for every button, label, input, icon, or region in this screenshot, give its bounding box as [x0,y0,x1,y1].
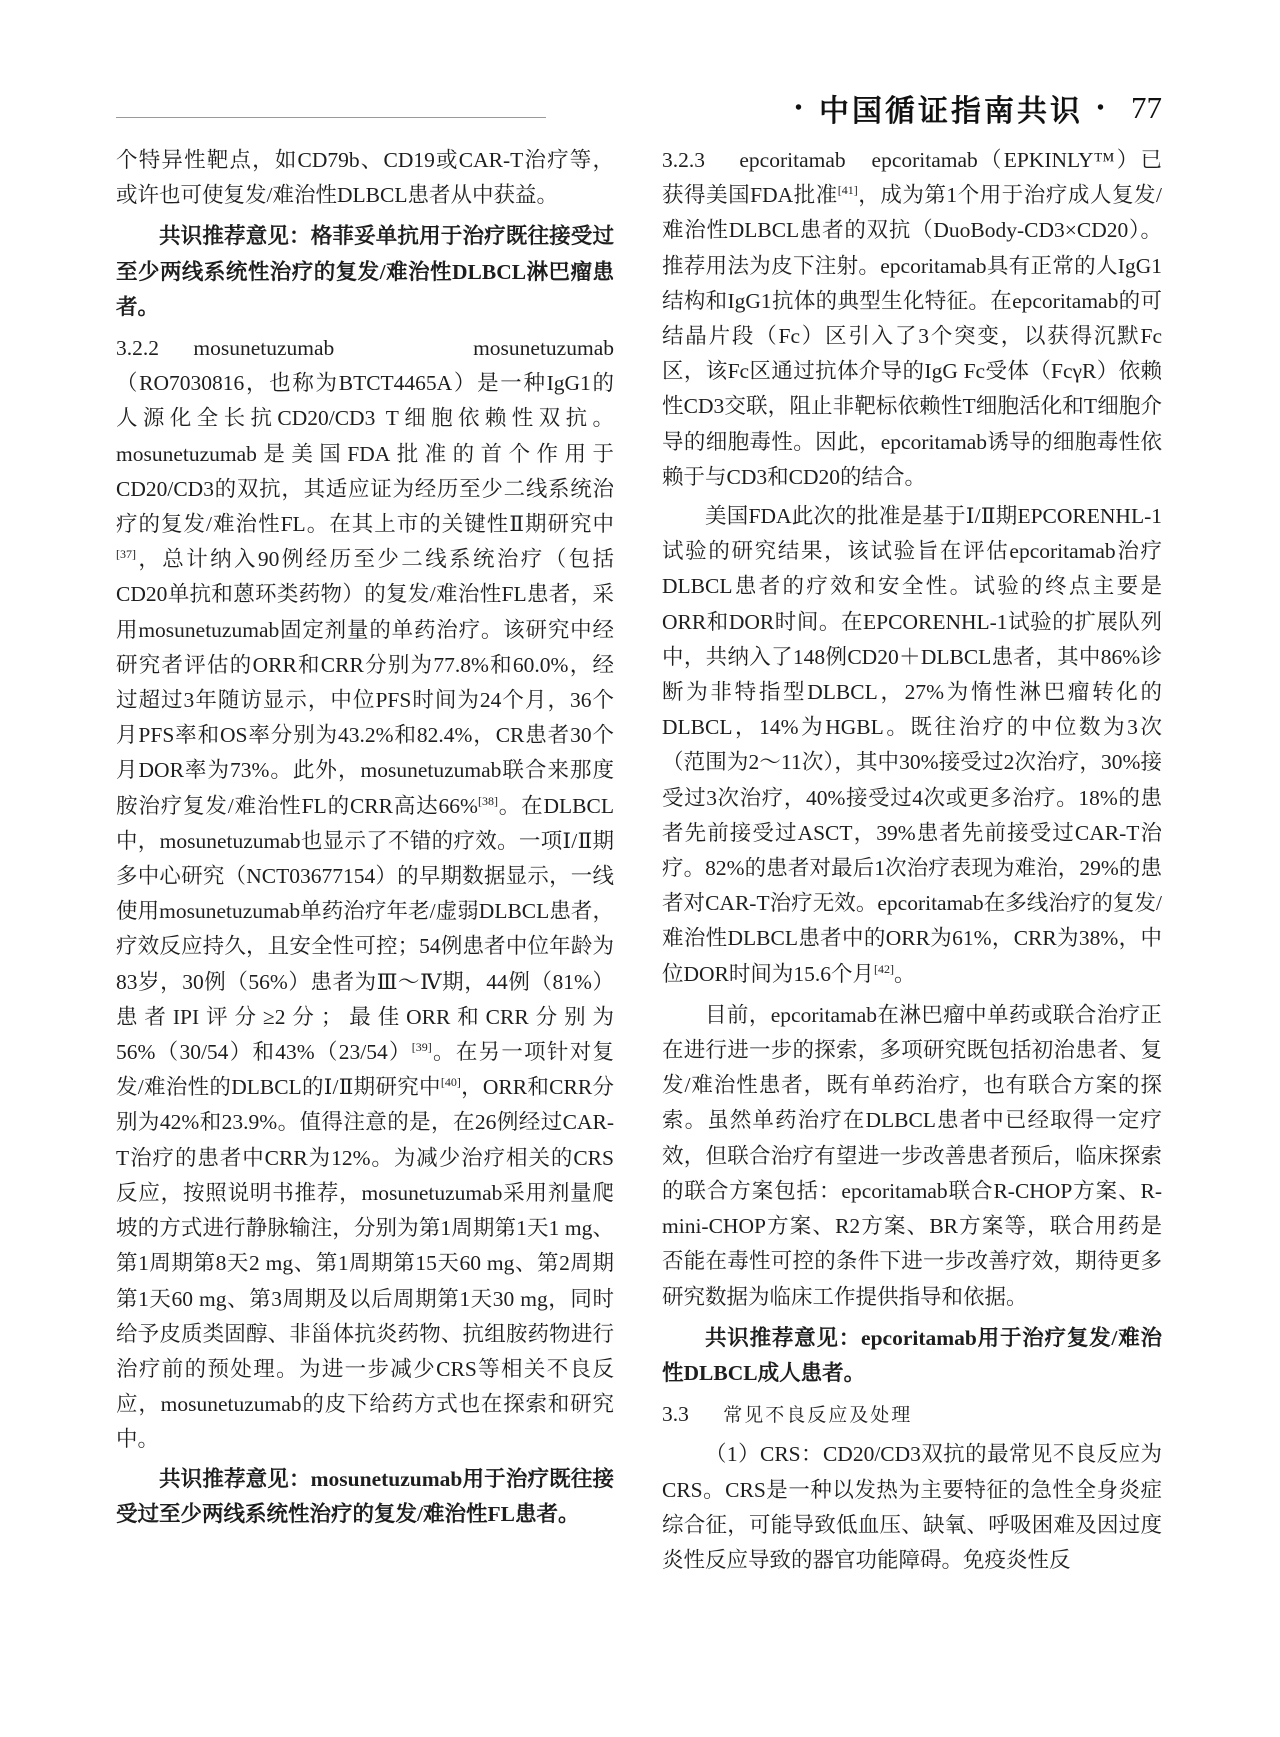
header-rule [116,117,546,118]
text-run: 用于治疗既往接受过至少两线系统性治疗的复发/难治性 [116,1466,614,1526]
body-paragraph [662,998,1162,1315]
section-heading [662,1397,1162,1433]
consensus-recommendation [116,219,614,325]
paragraph-continuation [116,143,614,213]
text-run: 共识推荐意见：格菲妥单抗用于治疗既往接受过至少两线系统性治疗的复发/难治性 [116,224,614,284]
text-run: 共识推荐意见： [159,1466,311,1491]
section-number: 3.3 [662,1402,689,1427]
text-run: mosunetuzumab mosunetuzumab（RO7030816，也称为BTCT4465A）是一种IgG1的人源化全长抗CD20/CD3 T细胞依赖性双抗。mosunetuzumab是美国FDA批准的首个作用于CD20/CD3的双抗，其适应证为经历至少二线系统治疗的复发/难治性FL。在其上市的关键性Ⅱ期研究中 [116,336,614,537]
citation-ref: [39] [411,1039,432,1054]
citation-ref: [38] [477,793,498,808]
text-run: FL [487,1501,515,1526]
body-paragraph [662,1437,1162,1578]
text-run: epcoritamab epcoritamab（EPKINLY™）已获得美国FDA批准 [662,148,1162,208]
text-run: 用于治疗复发/难治性 [662,1325,1162,1385]
text-run: 个特异性靶点，如CD79b、CD19或CAR-T治疗等，或许也可使复发/难治性DLBCL患者从中获益。 [116,148,614,208]
page-number: 77 [1131,90,1162,125]
text-run: 淋巴瘤患者。 [116,259,614,319]
section-number: 3.2.2 [116,336,159,361]
text-run: 目前，epcoritamab在淋巴瘤中单药或联合治疗正在进行进一步的探索，多项研究既包括初治患者、复发/难治性患者，既有单药治疗，也有联合方案的探索。虽然单药治疗在DLBCL患者中已经取得一定疗效，但联合治疗有望进一步改善患者预后，临床探索的联合方案包括：epcoritamab联合R-CHOP方案、R-mini-CHOP方案、R2方案、BR方案等，联合用药是否能在毒性可控的条件下进一步改善疗效，期待更多研究数据为临床工作提供指导和依据。 [662,1002,1162,1309]
text-run: 。在另一项针对复发/难治性的DLBCL的Ⅰ/Ⅱ期研究中 [116,1040,614,1100]
text-run: 成人患者。 [757,1360,866,1385]
text-run: 患者。 [514,1501,580,1526]
citation-ref: [40] [440,1075,461,1090]
text-run: （1）CRS：CD20/CD3双抗的最常见不良反应为CRS。CRS是一种以发热为主要特征的急性全身炎症综合征，可能导致低血压、缺氧、呼吸困难及因过度炎性反应导致的器官功能障碍。免疫炎性反 [662,1442,1162,1572]
text-run: ，成为第1个用于治疗成人复发/难治性DLBCL患者的双抗（DuoBody-CD3×CD20）。推荐用法为皮下注射。epcoritamab具有正常的人IgG1结构和IgG1抗体的典型生化特征。在epcoritamab的可结晶片段（Fc）区引入了3个突变，以获得沉默Fc区，该Fc区通过抗体介导的IgG Fc受体（FcγR）依赖性CD3交联，阻止非靶标依赖性T细胞活化和T细胞介导的细胞毒性。因此，epcoritamab诱导的细胞毒性依赖于与CD3和CD20的结合。 [662,183,1162,489]
text-run: 。在DLBCL中，mosunetuzumab也显示了不错的疗效。一项Ⅰ/Ⅱ期多中心研究（NCT03677154）的早期数据显示，一线使用mosunetuzumab单药治疗年老/虚弱DLBCL患者，疗效反应持久，且安全性可控；54例患者中位年龄为83岁，30例（56%）患者为Ⅲ～Ⅳ期，44例（81%）患者IPI评分≥2分；最佳ORR和CRR分别为56%（30/54）和43%（23/54） [116,793,614,1065]
text-run: DLBCL [452,259,527,284]
left-column [116,143,614,1538]
text-run: 。 [894,961,916,986]
citation-ref: [41] [837,183,858,198]
bullet-left: • [794,96,805,119]
text-run: DLBCL [683,1360,758,1385]
running-head [795,86,1162,130]
section-number: 3.2.3 [662,148,705,172]
citation-ref: [37] [116,547,136,562]
text-run: 美国FDA此次的批准是基于Ⅰ/Ⅱ期EPCORENHL-1试验的研究结果，该试验旨在评估epcoritamab治疗DLBCL患者的疗效和安全性。试验的终点主要是ORR和DOR时间。在EPCORENHL-1试验的扩展队列中，共纳入了148例CD20＋DLBCL患者，其中86%诊断为非特指型DLBCL，27%为惰性淋巴瘤转化的DLBCL，14%为HGBL。既往治疗的中位数为3次（范围为2～11次），其中30%接受过2次治疗，30%接受过3次治疗，40%接受过4次或更多治疗。18%的患者先前接受过ASCT，39%患者先前接受过CAR-T治疗。82%的患者对最后1次治疗表现为难治，29%的患者对CAR-T治疗无效。epcoritamab在多线治疗的复发/难治性DLBCL患者中的ORR为61%，CRR为38%，中位DOR时间为15.6个月 [662,504,1162,986]
consensus-recommendation [662,1321,1162,1391]
subsection-paragraph [116,331,614,1458]
text-run: mosunetuzumab [310,1466,463,1491]
section-title: 常见不良反应及处理 [723,1404,913,1427]
citation-ref: [42] [874,961,895,976]
consensus-recommendation [116,1462,614,1532]
right-column [662,143,1162,1584]
journal-section-title: 中国循证指南共识 [818,95,1083,128]
bullet-right: • [1096,96,1107,119]
subsection-paragraph [662,143,1162,495]
text-run: ，ORR和CRR分别为42%和23.9%。值得注意的是，在26例经过CAR-T治疗的患者中CRR为12%。为减少治疗相关的CRS反应，按照说明书推荐，mosunetuzumab采用剂量爬坡的方式进行静脉输注，分别为第1周期第1天1 mg、第1周期第8天2 mg、第1周期第15天60 mg、第2周期第1天60 mg、第3周期及以后周期第1天30 mg，同时给予皮质类固醇、非甾体抗炎药物、抗组胺药物进行治疗前的预处理。为进一步减少CRS等相关不良反应，mosunetuzumab的皮下给药方式也在探索和研究中。 [116,1075,614,1452]
text-run: epcoritamab [861,1325,977,1350]
body-paragraph [662,499,1162,992]
text-run: 共识推荐意见： [705,1325,862,1350]
text-run: ，总计纳入90例经历至少二线系统治疗（包括CD20单抗和蒽环类药物）的复发/难治性FL患者，采用mosunetuzumab固定剂量的单药治疗。该研究中经研究者评估的ORR和CRR分别为77.8%和60.0%，经过超过3年随访显示，中位PFS时间为24个月，36个月PFS率和OS率分别为43.2%和82.4%，CR患者30个月DOR率为73%。此外，mosunetuzumab联合来那度胺治疗复发/难治性FL的CRR高达66% [116,547,614,818]
